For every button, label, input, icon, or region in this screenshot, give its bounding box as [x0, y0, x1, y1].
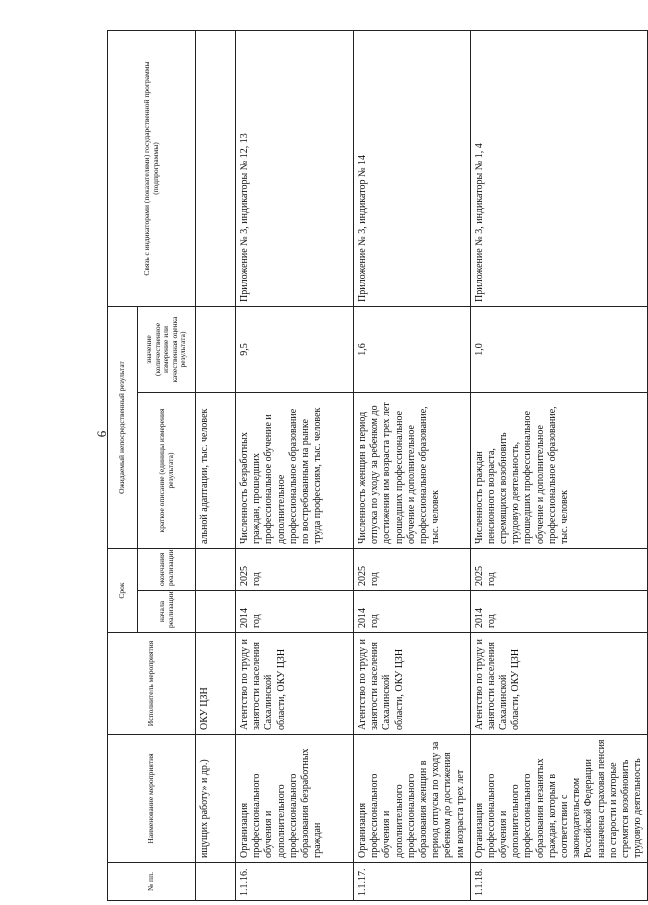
- header-name: Наименование мероприятия: [108, 735, 196, 863]
- row-name: Организация профессионального обучения и дополнительного профессионального образования женщин в период отпуска по уходу за ребенком до достижения им возраста трех лет: [354, 735, 471, 863]
- row-link: [196, 31, 236, 307]
- page-number: 6: [94, 430, 109, 438]
- row-desc: Численность граждан пенсионного возраста, стремящихся возобновить трудовую деятельность, прошедших профессиональное обучение и дополнительное профессиональное образование, тыс. человек: [470, 393, 648, 549]
- row-link: Приложение № 3, индикаторы № 1, 4: [470, 31, 648, 307]
- header-result-desc: краткое описание (единицы измерения результата): [138, 393, 196, 549]
- row-num: 1.1.18.: [470, 863, 648, 901]
- row-value: 1,6: [354, 307, 471, 393]
- row-end: 2025 год: [236, 549, 354, 591]
- row-executor: Агентство по труду и занятости населения Сахалинской области, ОКУ ЦЗН: [470, 633, 648, 735]
- table-row: [354, 31, 471, 901]
- row-desc: Численность безработных граждан, прошедших профессиональное обучение и дополнительное профессиональное образование по востребованным на рынке труда профессиям, тыс. человек: [236, 393, 354, 549]
- row-start: [196, 591, 236, 633]
- row-desc: Численность женщин в период отпуска по уходу за ребенком до достижения им возраста трех лет прошедших профессиональное обучение и дополнительное профессиональное образование, тыс. человек: [354, 393, 471, 549]
- row-num: 1.1.17.: [354, 863, 471, 901]
- row-desc: альной адаптации, тыс. человек: [196, 393, 236, 549]
- measures-table: [107, 30, 648, 901]
- row-end: [196, 549, 236, 591]
- row-link: Приложение № 3, индикатор № 14: [354, 31, 471, 307]
- row-name: ищущих работу» и др.): [196, 735, 236, 863]
- row-name: Организация профессионального обучения и дополнительного профессионального образования безработных граждан: [236, 735, 354, 863]
- row-value: 9,5: [236, 307, 354, 393]
- row-end: 2025 год: [354, 549, 471, 591]
- header-result: Ожидаемый непосредственный результат: [108, 307, 138, 549]
- rotated-table-container: [107, 31, 644, 901]
- row-start: 2014 год: [354, 591, 471, 633]
- header-executor: Исполнитель мероприятия: [108, 633, 196, 735]
- row-start: 2014 год: [470, 591, 648, 633]
- row-value: 1,0: [470, 307, 648, 393]
- row-executor: ОКУ ЦЗН: [196, 633, 236, 735]
- header-result-value: значение (количественное измерение или качественная оценка результата): [138, 307, 196, 393]
- row-link: Приложение № 3, индикаторы № 12, 13: [236, 31, 354, 307]
- header-term: Срок: [108, 549, 138, 633]
- row-num: [196, 863, 236, 901]
- row-num: 1.1.16.: [236, 863, 354, 901]
- header-term-start: начала реализации: [138, 591, 196, 633]
- row-executor: Агентство по труду и занятости населения Сахалинской области, ОКУ ЦЗН: [236, 633, 354, 735]
- table-row: [196, 31, 236, 901]
- table-row: [236, 31, 354, 901]
- row-executor: Агентство по труду и занятости населения Сахалинской области, ОКУ ЦЗН: [354, 633, 471, 735]
- header-link: Связь с индикаторами (показателями) государственной программы (подпрограммы): [108, 31, 196, 307]
- row-value: [196, 307, 236, 393]
- row-start: 2014 год: [236, 591, 354, 633]
- row-end: 2025 год: [470, 549, 648, 591]
- table-row: [470, 31, 648, 901]
- header-term-end: окончания реализации: [138, 549, 196, 591]
- table-header-row: [108, 31, 138, 901]
- header-num: № пп.: [108, 863, 196, 901]
- row-name: Организация профессионального обучения и дополнительного профессионального образования незанятых граждан, которым в соответствии с законодательством Российской Федерации назначена страховая пенсия по старости и которые стремятся возобновить трудовую деятельность: [470, 735, 648, 863]
